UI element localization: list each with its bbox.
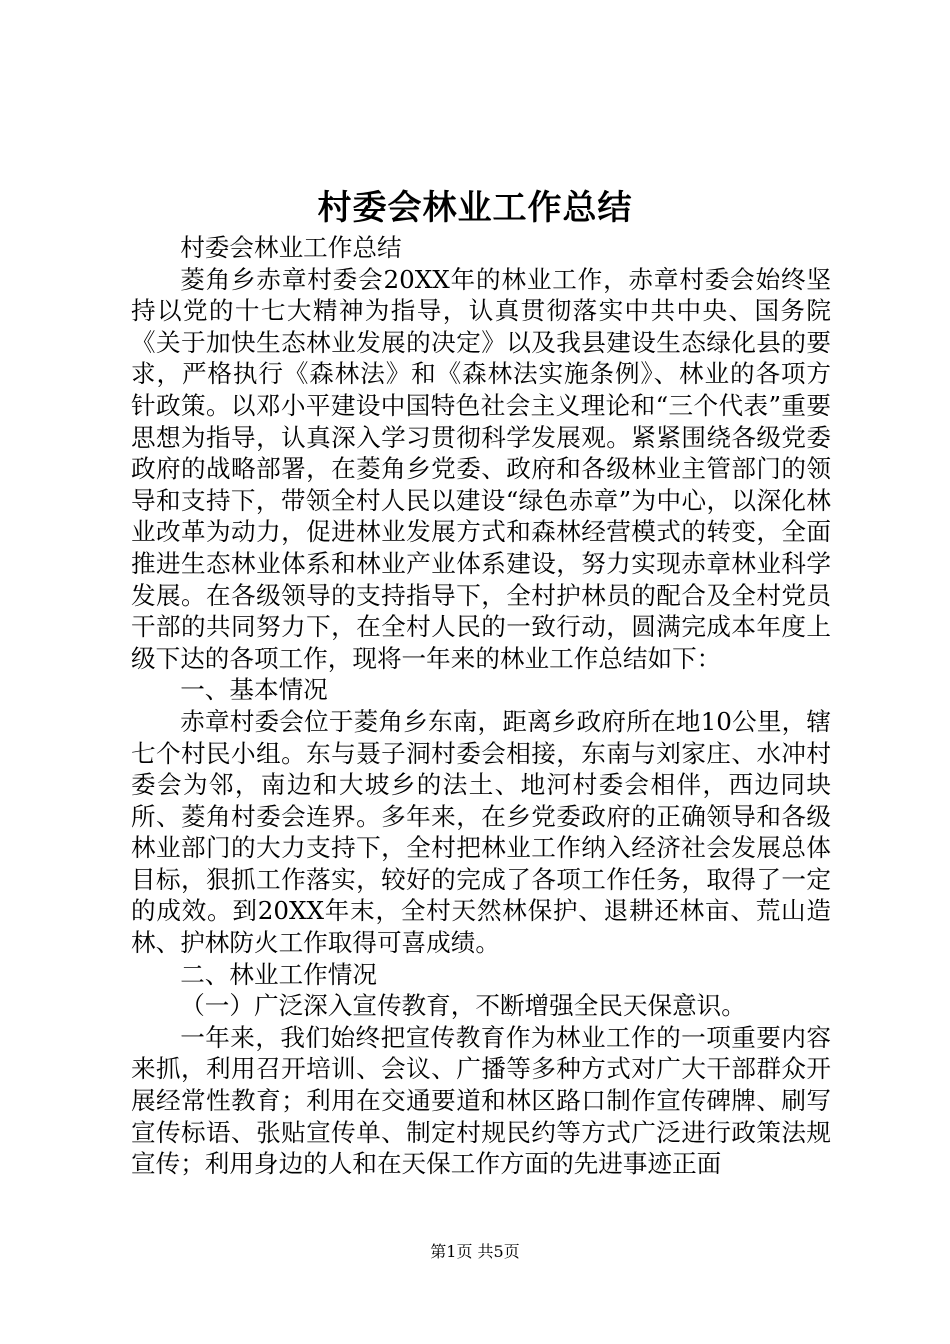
paragraph-intro: 菱角乡赤章村委会20XX年的林业工作，赤章村委会始终坚持以党的十七大精神为指导，认真贯彻落实中共中央、国务院《关于加快生态林业发展的决定》以及我县建设生态绿化县的要求，严格执行《森林法》和《森林法实施条例》、林业的各项方针政策。以邓小平建设中国特色社会主义理论和“三个代表”重要思想为指导，认真深入学习贯彻科学发展观。紧紧围绕各级党委政府的战略部署，在菱角乡党委、政府和各级林业主管部门的领导和支持下，带领全村人民以建设“绿色赤章”为中心，以深化林业改革为动力，促进林业发展方式和森林经营模式的转变，全面推进生态林业体系和林业产业体系建设，努力实现赤章林业科学发展。在各级领导的支持指导下，全村护林员的配合及全村党员干部的共同努力下，在全村人民的一致行动，圆满完成本年度上级下达的各项工作，现将一年来的林业工作总结如下： xyxy=(131,264,831,673)
subsection-heading-publicity: （一）广泛深入宣传教育，不断增强全民天保意识。 xyxy=(180,991,746,1021)
document-body xyxy=(131,232,831,1180)
paragraph-basic-info: 赤章村委会位于菱角乡东南，距离乡政府所在地10公里，辖七个村民小组。东与聂子洞村委会相接，东南与刘家庄、水冲村委会为邻，南边和大坡乡的法土、地河村委会相伴，西边同块所、菱角村委会连界。多年来，在乡党委政府的正确领导和各级林业部门的大力支持下，全村把林业工作纳入经济社会发展总体目标，狠抓工作落实，较好的完成了各项工作任务，取得了一定的成效。到20XX年末，全村天然林保护、退耕还林亩、荒山造林、护林防火工作取得可喜成绩。 xyxy=(131,706,831,958)
document-title: 村委会林业工作总结 xyxy=(317,188,633,228)
paragraph-subtitle: 村委会林业工作总结 xyxy=(180,233,402,262)
page-number-footer: 第1页 共5页 xyxy=(430,1242,520,1261)
section-heading-basic: 一、基本情况 xyxy=(180,675,328,705)
paragraph-publicity: 一年来，我们始终把宣传教育作为林业工作的一项重要内容来抓，利用召开培训、会议、广播等多种方式对广大干部群众开展经常性教育；利用在交通要道和林区路口制作宣传碑牌、刷写宣传标语、张贴宣传单、制定村规民约等方式广泛进行政策法规宣传；利用身边的人和在天保工作方面的先进事迹正面 xyxy=(131,1022,831,1179)
section-heading-work: 二、林业工作情况 xyxy=(180,959,377,989)
